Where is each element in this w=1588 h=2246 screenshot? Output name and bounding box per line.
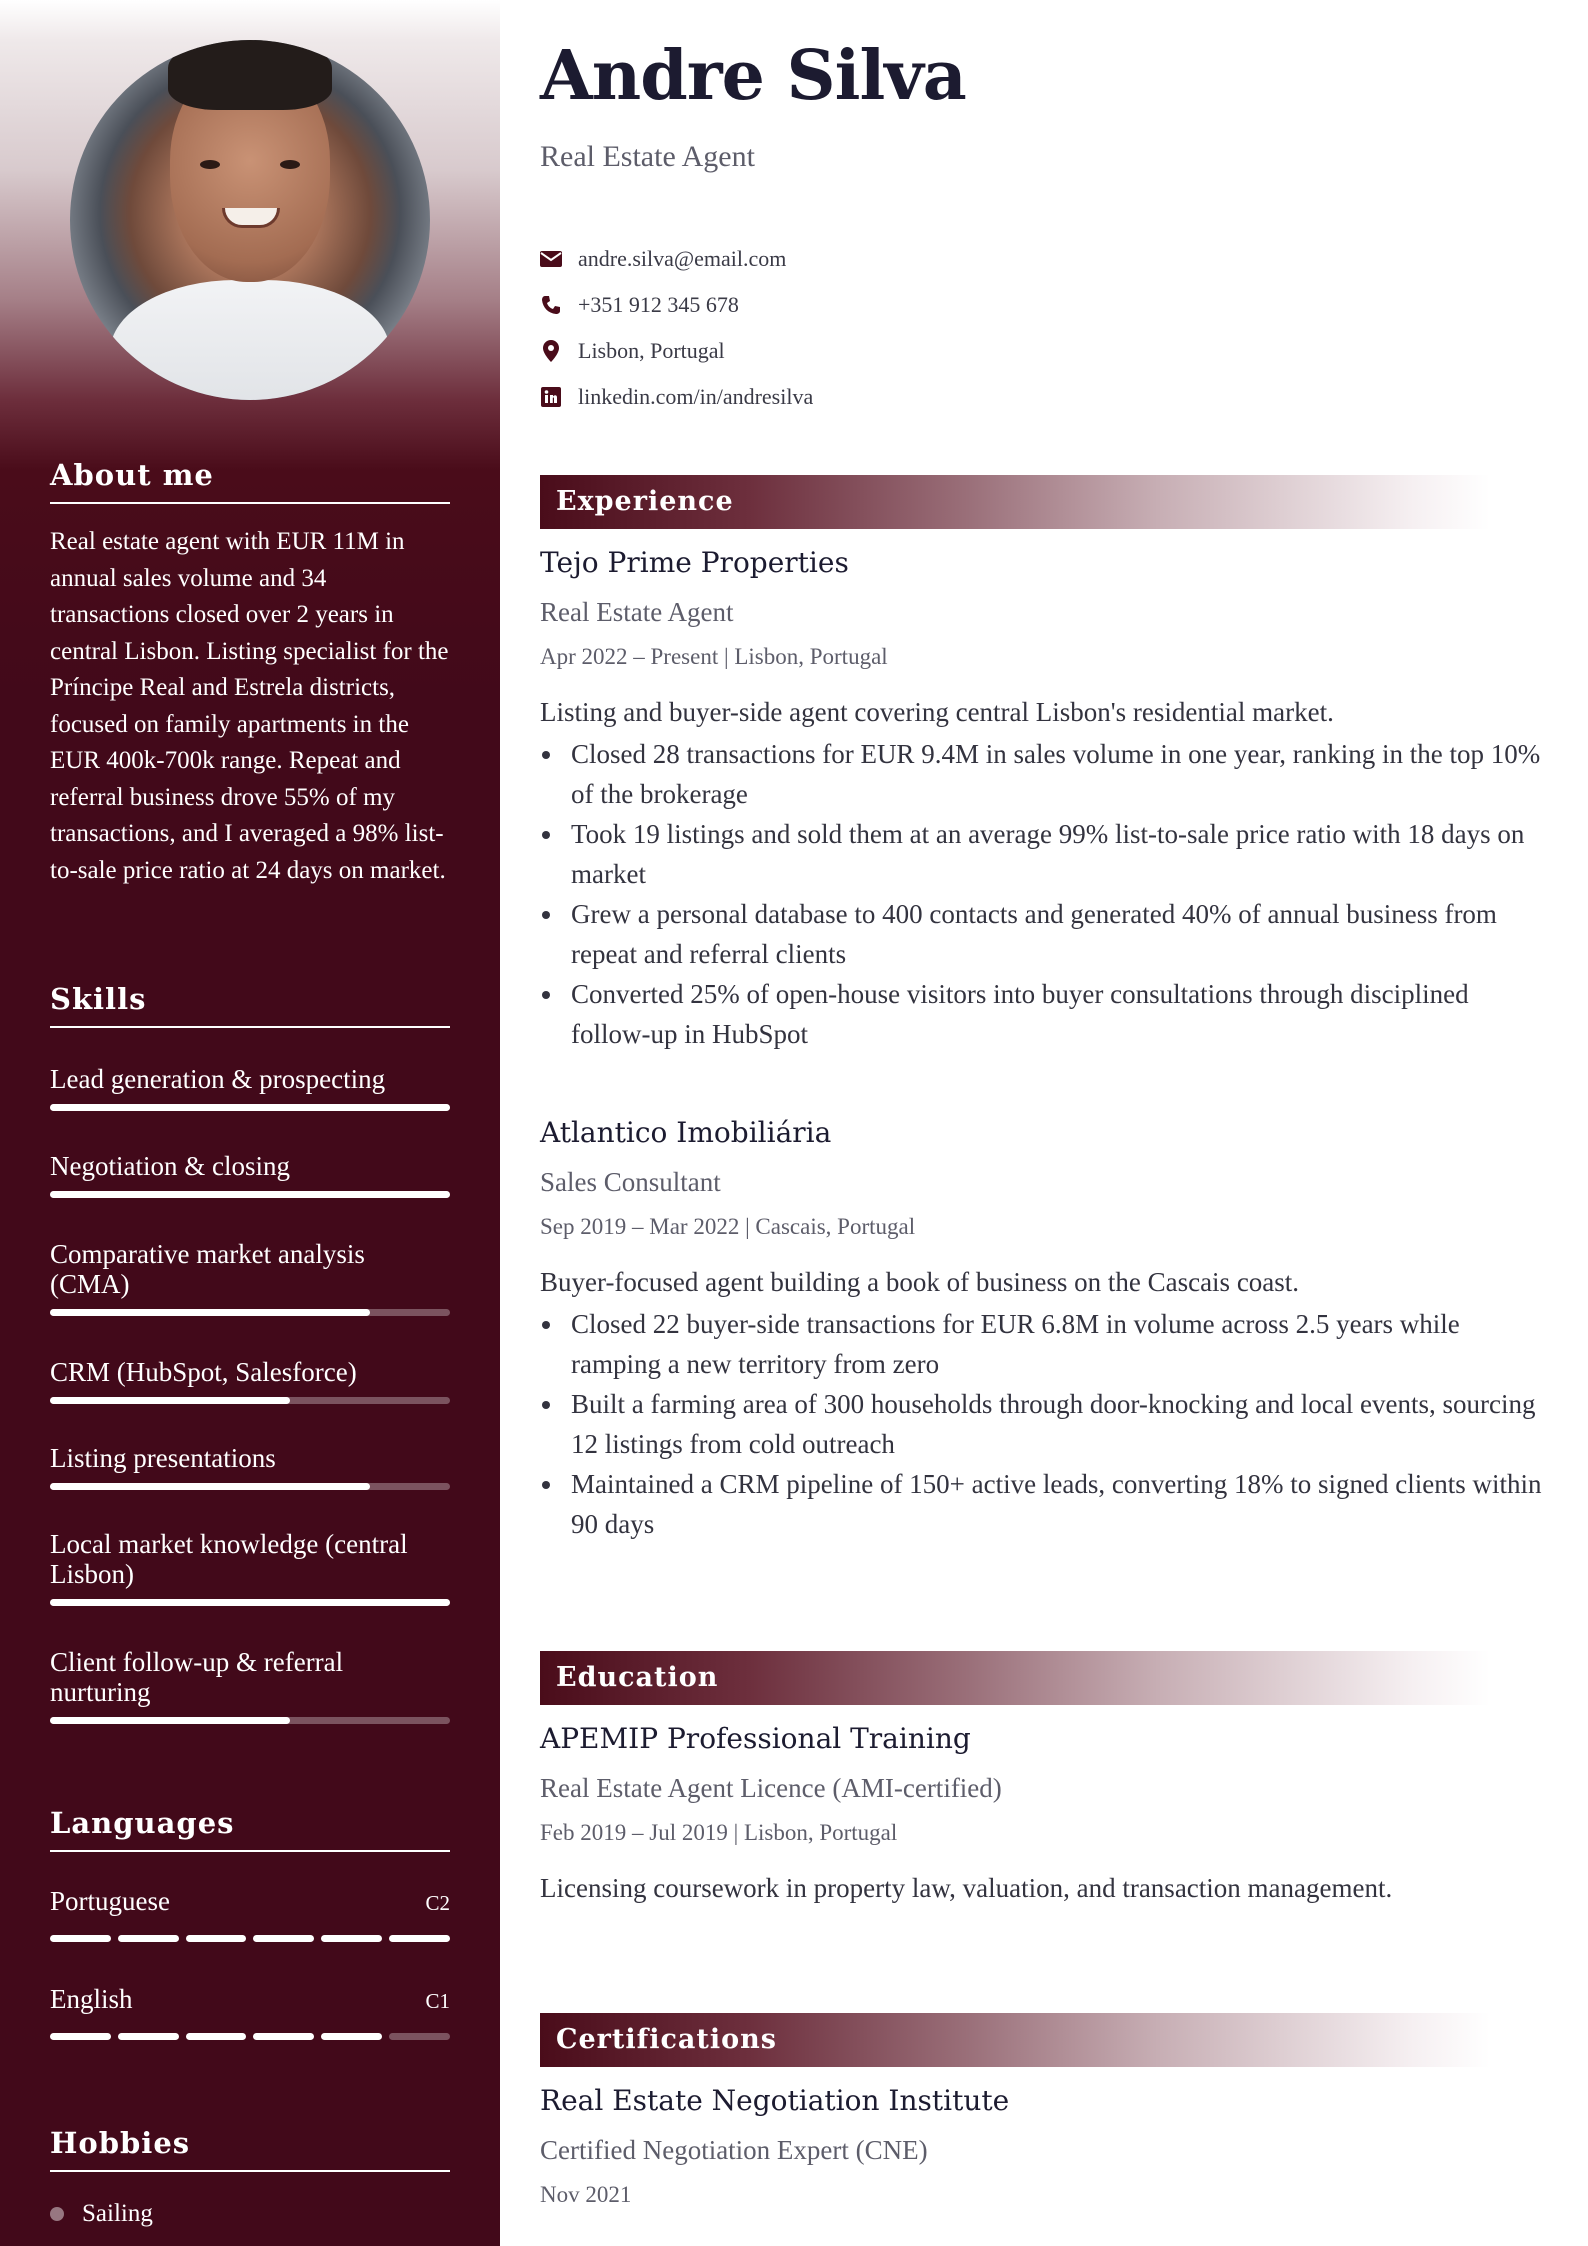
contact-phone[interactable]	[540, 292, 739, 318]
certification-name: Certified Negotiation Expert (CNE)	[540, 2135, 928, 2165]
skill-name: Comparative market analysis (CMA)	[50, 1239, 365, 1299]
contact-email-text: andre.silva@email.com	[578, 246, 787, 271]
skill-bar	[50, 1397, 450, 1404]
skill-fill	[50, 1309, 370, 1316]
skill-name: Client follow-up & referral nurturing	[50, 1647, 344, 1707]
skills-heading: Skills	[50, 982, 450, 1028]
language-dot	[50, 1935, 111, 1942]
achievement-list	[540, 1304, 1550, 1544]
language-dot	[321, 2033, 382, 2040]
skill-fill	[50, 1104, 450, 1111]
skill-fill	[50, 1191, 450, 1198]
phone-icon	[540, 294, 562, 316]
skills-section	[50, 982, 450, 1028]
experience-heading: Experience	[540, 475, 1490, 529]
languages-section	[50, 1806, 450, 1852]
sidebar	[0, 0, 500, 2246]
skill-fill	[50, 1397, 290, 1404]
about-text: Real estate agent with EUR 11M in annual sales volume and 34 transactions closed over 2 years in central Lisbon. Listing specialist for the Príncipe Real and Estrela districts, focused on family apartments in the EUR 400k-700k range. Repeat and referral business drove 55% of my transactions, and I averaged a 98% list-to-sale price ratio at 24 days on market.	[50, 528, 449, 884]
profile-photo	[70, 40, 430, 400]
job-title: Real Estate Agent	[540, 140, 755, 173]
skill-item	[50, 1064, 450, 1111]
language-dot	[118, 1935, 179, 1942]
job-description: Listing and buyer-side agent covering central Lisbon's residential market.	[540, 697, 1334, 727]
language-dot	[253, 1935, 314, 1942]
skill-name: Negotiation & closing	[50, 1151, 290, 1181]
language-level-dots	[50, 2033, 450, 2040]
language-dot	[186, 1935, 247, 1942]
skill-bar	[50, 1309, 450, 1316]
hobby-item	[50, 2166, 450, 2228]
achievement-item: Closed 28 transactions for EUR 9.4M in sales volume in one year, ranking in the top 10% of the brokerage	[540, 734, 1550, 814]
skill-item	[50, 1443, 450, 1490]
degree-name: Real Estate Agent Licence (AMI-certified)	[540, 1773, 1002, 1803]
skill-item	[50, 1151, 450, 1198]
contact-phone-text: +351 912 345 678	[578, 292, 739, 317]
skill-fill	[50, 1599, 450, 1606]
job-role: Sales Consultant	[540, 1167, 721, 1197]
certification-entry	[540, 2084, 1550, 2208]
achievement-item: Converted 25% of open-house visitors into buyer consultations through disciplined follow-up in HubSpot	[540, 974, 1550, 1054]
about-heading: About me	[50, 458, 450, 504]
skill-item	[50, 1647, 450, 1724]
education-description: Licensing coursework in property law, valuation, and transaction management.	[540, 1873, 1393, 1903]
education-dates-location: Feb 2019 – Jul 2019 | Lisbon, Portugal	[540, 1820, 898, 1845]
skill-bar	[50, 1104, 450, 1111]
language-level-dots	[50, 1935, 450, 1942]
language-name: English	[50, 1984, 133, 2014]
linkedin-icon	[540, 386, 562, 408]
language-name: Portuguese	[50, 1886, 170, 1916]
achievement-item: Closed 22 buyer-side transactions for EUR 6.8M in volume across 2.5 years while ramping a new territory from zero	[540, 1304, 1550, 1384]
contact-location	[540, 338, 725, 364]
contact-linkedin-text: linkedin.com/in/andresilva	[578, 384, 814, 409]
language-item	[50, 1886, 450, 1942]
photo-hair	[168, 40, 332, 110]
skill-item	[50, 1357, 450, 1404]
photo-eye	[200, 160, 220, 169]
photo-eye	[280, 160, 300, 169]
languages-heading: Languages	[50, 1806, 450, 1852]
job-dates-location: Apr 2022 – Present | Lisbon, Portugal	[540, 644, 888, 669]
bullet-icon	[50, 2207, 64, 2221]
employer-name: Atlantico Imobiliária	[540, 1116, 832, 1149]
school-name: APEMIP Professional Training	[540, 1722, 971, 1755]
achievement-item: Built a farming area of 300 households through door-knocking and local events, sourcing 12 listings from cold outreach	[540, 1384, 1550, 1464]
skill-name: Local market knowledge (central Lisbon)	[50, 1529, 408, 1589]
envelope-icon	[540, 248, 562, 270]
language-dot	[253, 2033, 314, 2040]
achievement-list	[540, 734, 1550, 1054]
language-dot	[50, 2033, 111, 2040]
skill-name: Listing presentations	[50, 1443, 276, 1473]
experience-entry	[540, 546, 1550, 1054]
certifications-heading: Certifications	[540, 2013, 1490, 2067]
skill-item	[50, 1239, 450, 1316]
job-dates-location: Sep 2019 – Mar 2022 | Cascais, Portugal	[540, 1214, 916, 1239]
skill-bar	[50, 1483, 450, 1490]
achievement-item: Took 19 listings and sold them at an average 99% list-to-sale price ratio with 18 days on market	[540, 814, 1550, 894]
job-description: Buyer-focused agent building a book of business on the Cascais coast.	[540, 1267, 1300, 1297]
job-role: Real Estate Agent	[540, 597, 734, 627]
hobbies-heading: Hobbies	[50, 2126, 450, 2172]
employer-name: Tejo Prime Properties	[540, 546, 849, 579]
skill-fill	[50, 1717, 290, 1724]
contact-linkedin[interactable]	[540, 384, 813, 410]
location-pin-icon	[540, 340, 562, 362]
language-dot	[186, 2033, 247, 2040]
language-item	[50, 1984, 450, 2040]
photo-shirt	[110, 280, 390, 400]
about-section	[50, 458, 450, 889]
education-heading: Education	[540, 1651, 1490, 1705]
skill-fill	[50, 1483, 370, 1490]
skill-bar	[50, 1599, 450, 1606]
language-level: C1	[425, 1989, 450, 2013]
skill-name: Lead generation & prospecting	[50, 1064, 386, 1094]
achievement-item: Maintained a CRM pipeline of 150+ active leads, converting 18% to signed clients within 90 days	[540, 1464, 1550, 1544]
experience-entry	[540, 1116, 1550, 1544]
hobby-name: Sailing	[82, 2200, 153, 2227]
skill-item	[50, 1529, 450, 1606]
language-dot	[321, 1935, 382, 1942]
language-dot	[389, 1935, 450, 1942]
education-entry	[540, 1722, 1550, 1908]
contact-email[interactable]	[540, 246, 786, 272]
skill-bar	[50, 1717, 450, 1724]
language-level: C2	[425, 1891, 450, 1915]
language-dot	[389, 2033, 450, 2040]
skill-name: CRM (HubSpot, Salesforce)	[50, 1357, 357, 1387]
issuer-name: Real Estate Negotiation Institute	[540, 2084, 1010, 2117]
contact-location-text: Lisbon, Portugal	[578, 338, 725, 363]
language-dot	[118, 2033, 179, 2040]
certification-date: Nov 2021	[540, 2182, 632, 2207]
person-name: Andre Silva	[540, 36, 966, 116]
achievement-item: Grew a personal database to 400 contacts and generated 40% of annual business from repeat and referral clients	[540, 894, 1550, 974]
skill-bar	[50, 1191, 450, 1198]
